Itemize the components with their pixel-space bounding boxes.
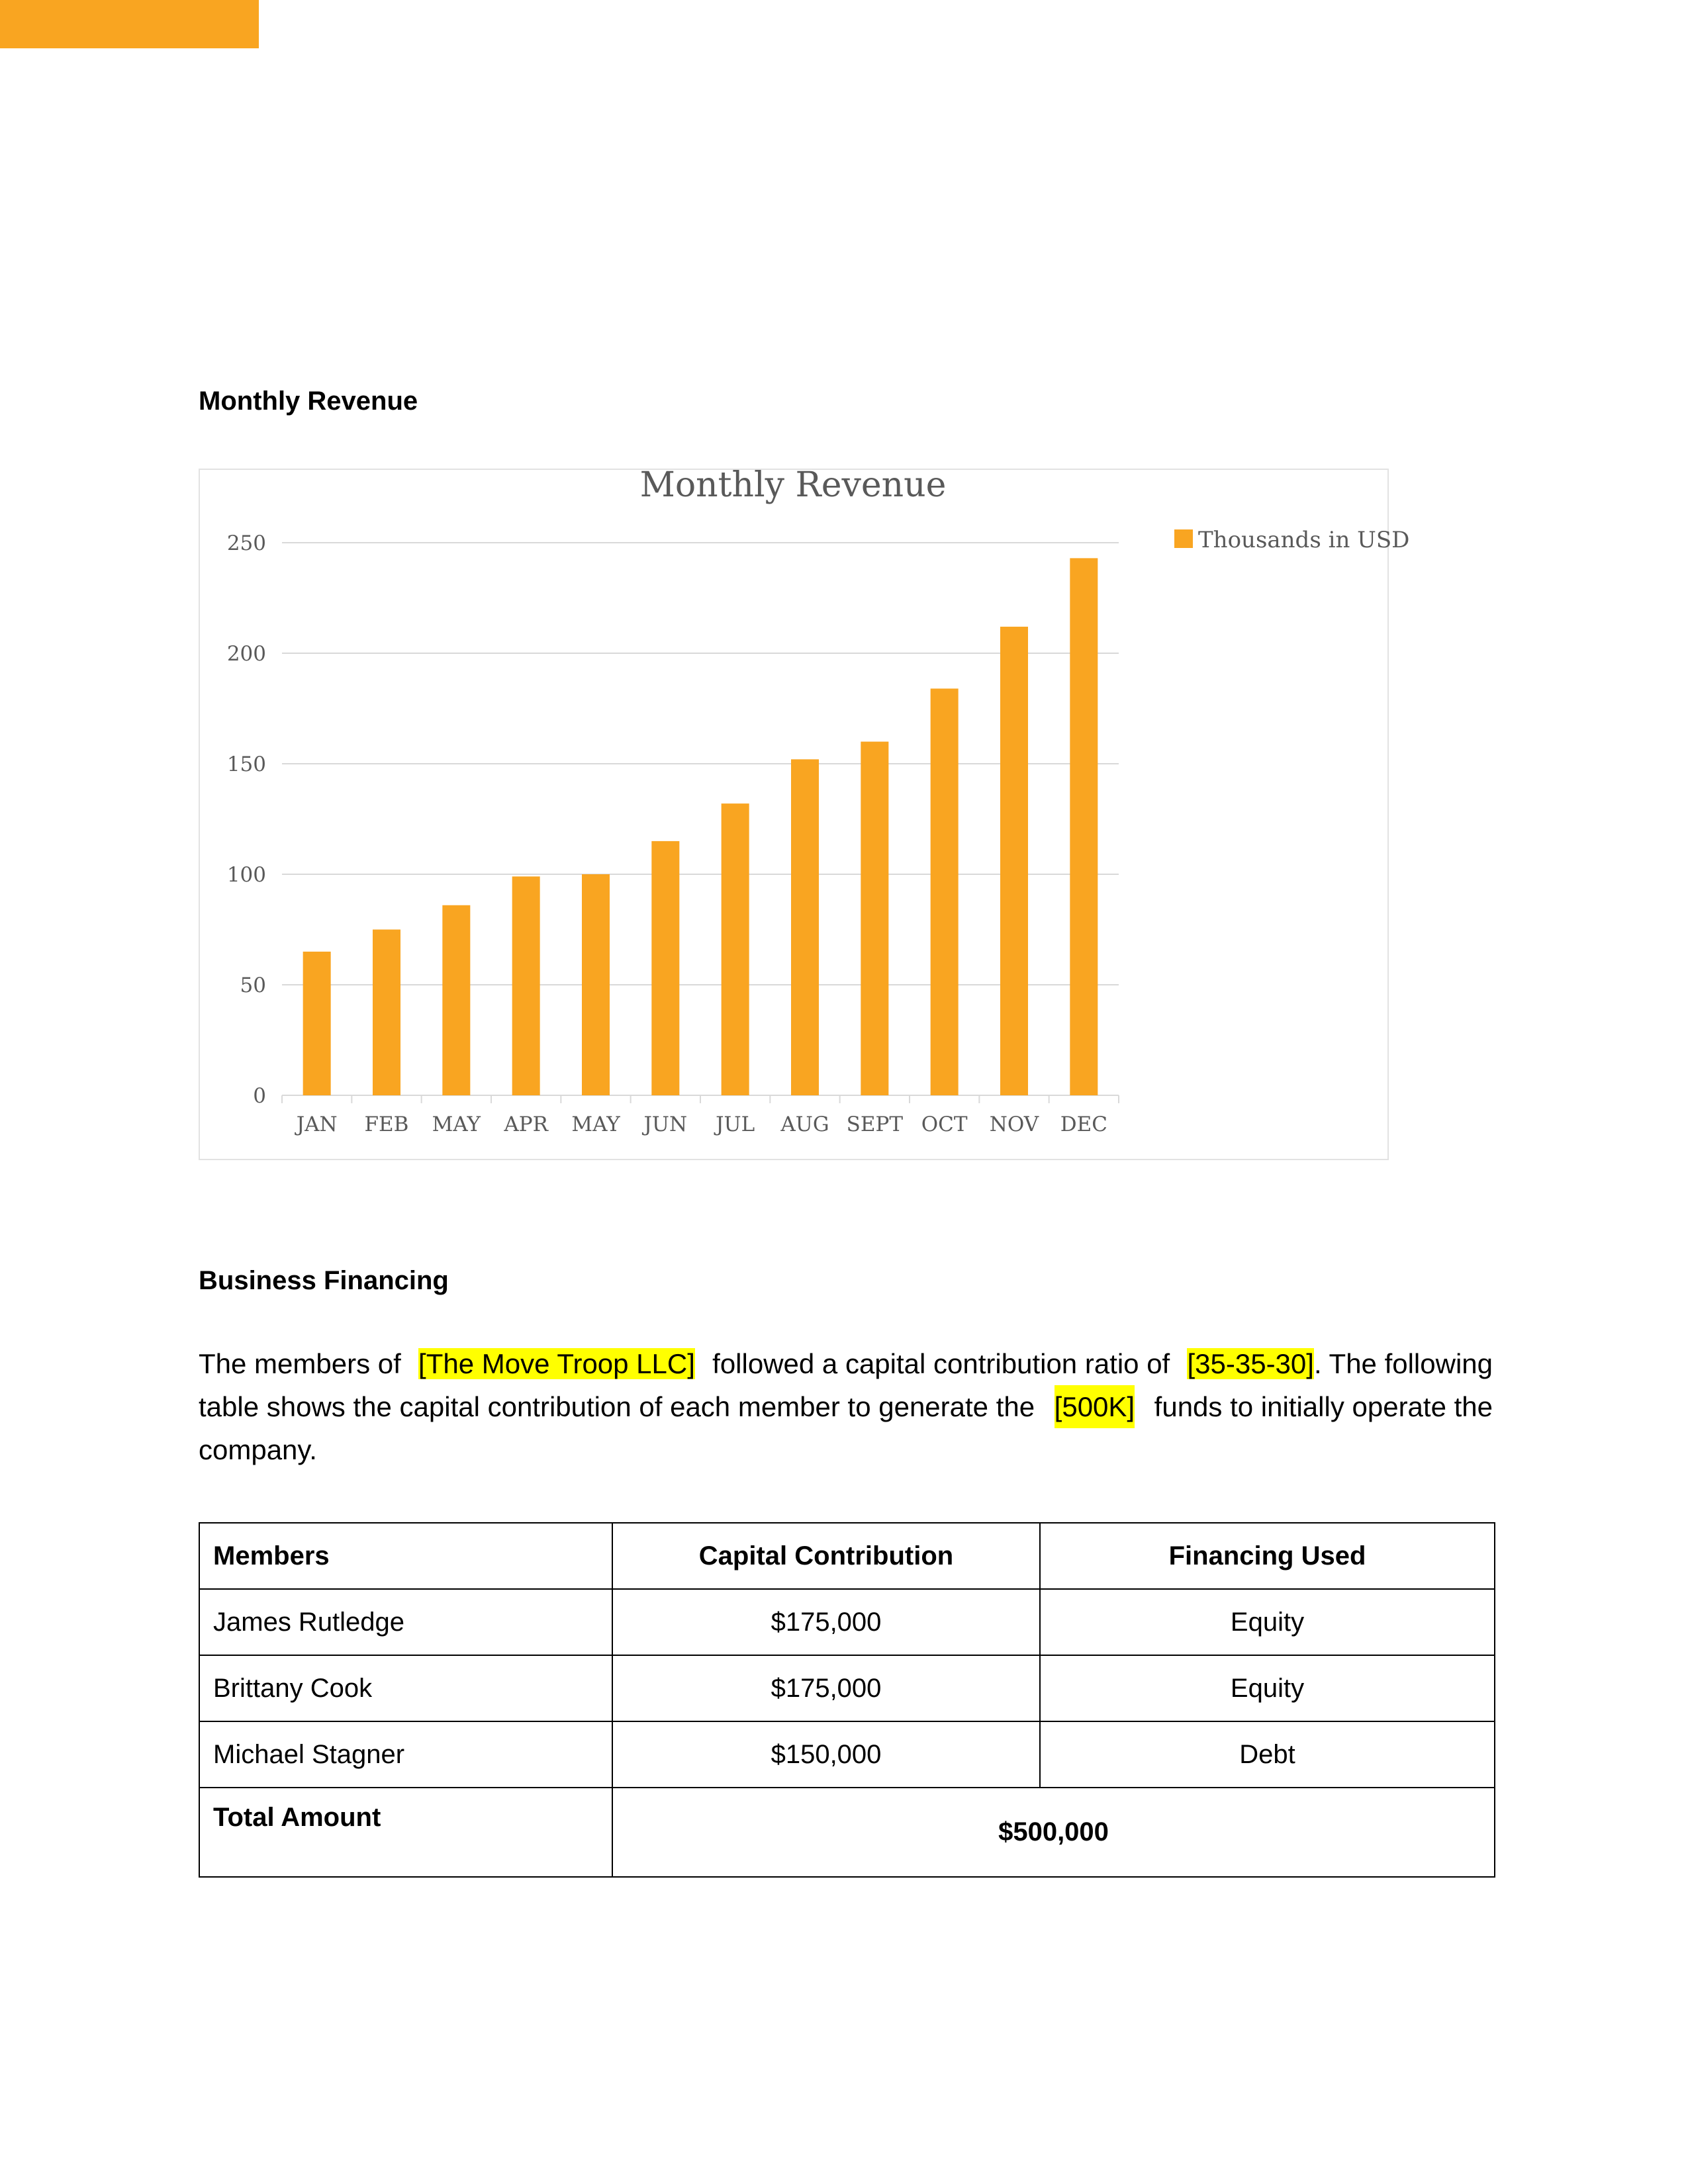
funds-placeholder: [500K] <box>1055 1385 1135 1428</box>
para-text: funds to initially operate the <box>1154 1391 1493 1422</box>
header-financing-used: Financing Used <box>1040 1523 1495 1589</box>
x-tick-label: JAN <box>296 1113 338 1136</box>
member-financing: Equity <box>1040 1589 1495 1655</box>
y-tick-label: 150 <box>226 752 266 776</box>
y-tick-label: 50 <box>240 974 266 997</box>
table-header-row <box>199 1523 1495 1589</box>
total-label: Total Amount <box>199 1788 612 1877</box>
revenue-bar <box>303 952 331 1095</box>
x-tick-label: SEPT <box>846 1113 904 1136</box>
x-tick-label: MAY <box>571 1113 620 1136</box>
business-financing-heading: Business Financing <box>199 1266 449 1295</box>
monthly-revenue-heading: Monthly Revenue <box>199 387 418 416</box>
revenue-bar <box>861 742 888 1095</box>
y-tick-label: 0 <box>253 1084 266 1108</box>
member-name: James Rutledge <box>199 1589 612 1655</box>
company-name-placeholder: [The Move Troop LLC] <box>418 1348 695 1379</box>
member-contribution: $150,000 <box>612 1721 1040 1788</box>
table-row <box>199 1655 1495 1721</box>
x-tick-label: FEB <box>364 1113 409 1136</box>
legend-swatch <box>1174 529 1193 548</box>
revenue-chart-frame <box>199 465 1410 1160</box>
para-text: company. <box>199 1434 317 1465</box>
revenue-bar <box>582 874 610 1095</box>
revenue-bar <box>931 688 959 1095</box>
ratio-placeholder: [35-35-30] <box>1187 1348 1314 1379</box>
accent-header-bar <box>0 0 259 48</box>
table-total-row <box>199 1788 1495 1877</box>
x-tick-label: NOV <box>989 1113 1039 1136</box>
header-members: Members <box>199 1523 612 1589</box>
chart-title: Monthly Revenue <box>639 465 947 505</box>
para-text: The members of <box>199 1348 401 1379</box>
para-text: table shows the capital contribution of each member to generate the <box>199 1391 1035 1422</box>
member-name: Brittany Cook <box>199 1655 612 1721</box>
para-text: followed a capital contribution ratio of <box>712 1348 1170 1379</box>
revenue-bar <box>1000 627 1028 1095</box>
revenue-bar <box>722 803 749 1095</box>
revenue-bar <box>442 905 470 1095</box>
revenue-chart <box>200 465 1410 1159</box>
member-contribution: $175,000 <box>612 1655 1040 1721</box>
header-capital-contribution: Capital Contribution <box>612 1523 1040 1589</box>
revenue-bar <box>791 759 819 1095</box>
y-tick-label: 200 <box>226 642 266 666</box>
financing-table <box>199 1522 1495 1878</box>
x-tick-label: DEC <box>1060 1113 1107 1136</box>
x-tick-label: APR <box>504 1113 548 1136</box>
table-row <box>199 1721 1495 1788</box>
x-tick-label: AUG <box>780 1113 829 1136</box>
x-tick-label: JUL <box>716 1113 755 1136</box>
x-tick-label: OCT <box>921 1113 968 1136</box>
table-row <box>199 1589 1495 1655</box>
x-tick-label: MAY <box>432 1113 481 1136</box>
member-name: Michael Stagner <box>199 1721 612 1788</box>
y-tick-label: 250 <box>226 531 266 555</box>
member-contribution: $175,000 <box>612 1589 1040 1655</box>
revenue-bar <box>1070 558 1098 1095</box>
revenue-bar <box>373 930 400 1096</box>
x-tick-label: JUN <box>643 1113 688 1136</box>
member-financing: Debt <box>1040 1721 1495 1788</box>
total-value: $500,000 <box>612 1788 1495 1877</box>
financing-paragraph <box>199 1342 1493 1471</box>
member-financing: Equity <box>1040 1655 1495 1721</box>
revenue-bar <box>512 876 540 1095</box>
revenue-bar <box>651 841 679 1095</box>
y-tick-label: 100 <box>226 863 266 887</box>
para-text: . The following <box>1313 1348 1493 1379</box>
legend-label: Thousands in USD <box>1198 527 1410 553</box>
